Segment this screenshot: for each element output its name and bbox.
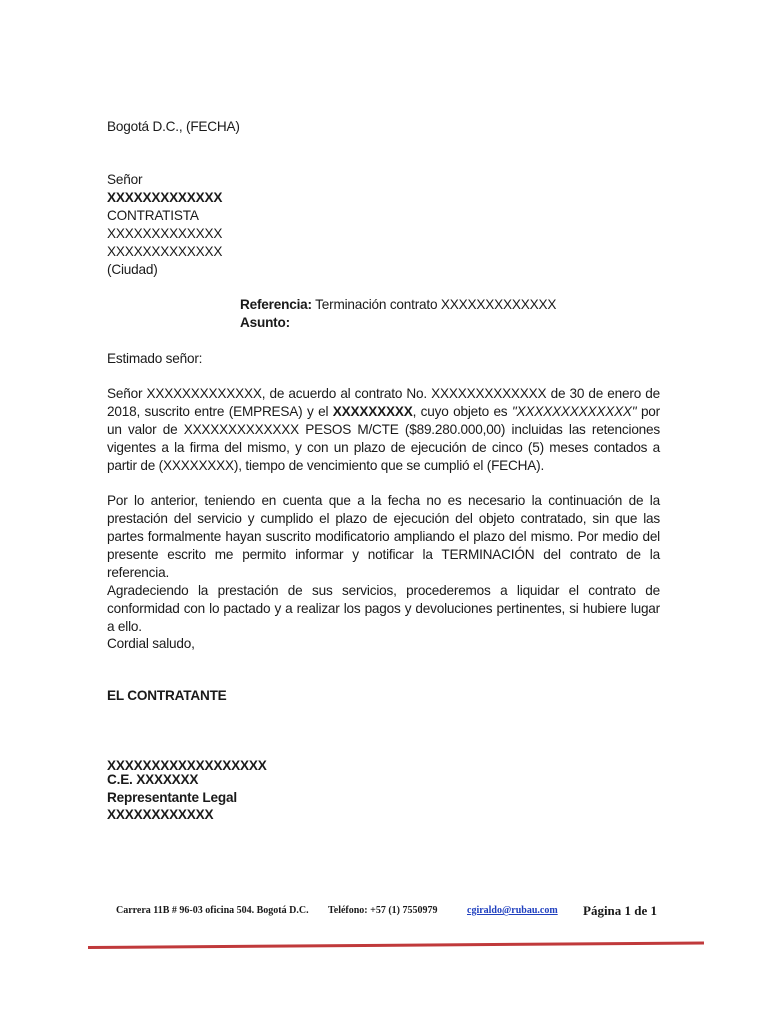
paragraph-1 [107,385,660,475]
recipient-salutation: Señor [107,172,143,187]
reference-label: Referencia: [240,297,312,312]
paragraph-1-italic: "XXXXXXXXXXXXX" [511,404,637,419]
footer-phone: Teléfono: +57 (1) 7550979 [328,905,438,916]
recipient-role: CONTRATISTA [107,208,199,223]
paragraph-3-text: Agradeciendo la prestación de sus servicios, procederemos a liquidar el contrato de conformidad con lo pactado y a realizar los pagos y devoluciones pertinentes, si hubiere lugar a ello. [107,583,660,634]
footer-address: Carrera 11B # 96-03 oficina 504. Bogotá D.C. [116,905,309,916]
paragraph-1-text-b: , cuyo objeto es [412,404,512,419]
reference-line [240,296,556,314]
closing: Cordial saludo, [107,636,195,651]
paragraph-3 [107,582,660,636]
subject-label: Asunto: [240,315,290,330]
footer-page-number: Página 1 de 1 [583,903,658,918]
footer-divider [88,941,704,949]
greeting: Estimado señor: [107,351,203,366]
reference-value: Terminación contrato XXXXXXXXXXXXX [311,297,557,312]
recipient-city: (Ciudad) [107,262,158,277]
paragraph-1-bold: XXXXXXXXX [332,404,413,419]
footer-email-link[interactable]: cgiraldo@rubau.com [467,905,558,916]
recipient-name: XXXXXXXXXXXXX [107,190,223,205]
place-date: Bogotá D.C., (FECHA) [107,119,240,134]
recipient-line-2: XXXXXXXXXXXXX [107,244,223,259]
signature-id: C.E. XXXXXXX [107,772,199,787]
signature-name: XXXXXXXXXXXXXXXXXX [107,758,267,773]
signature-company: XXXXXXXXXXXX [107,807,214,822]
paragraph-2 [107,492,660,582]
recipient-line-1: XXXXXXXXXXXXX [107,226,223,241]
paragraph-2-text: Por lo anterior, teniendo en cuenta que a la fecha no es necesario la continuación de la prestación del servicio y cumplido el plazo de ejecución del objeto contratado, sin que las partes formalmente hayan suscrito modificatorio ampliando el plazo del mismo. Por medio del presente escrito me permito informar y notificar la TERMINACIÓN del contrato de la referencia. [107,493,660,580]
signature-role: Representante Legal [107,790,237,805]
signer-title: EL CONTRATANTE [107,688,227,703]
paragraph-1-text-c: por un valor de XXXXXXXXXXXXX PESOS M/CTE ($89.280.000,00) incluidas las retenciones vigentes a la firma del mismo, y con un plazo de ejecución de cinco (5) meses contados a partir de (XXXXXXXX), tiempo de vencimiento que se cumplió el (FECHA). [107,404,660,473]
paragraph-1-text-a: Señor XXXXXXXXXXXXX, de acuerdo al contrato No. XXXXXXXXXXXXX de 30 de enero de 2018, suscrito entre (EMPRESA) y el [107,386,660,419]
